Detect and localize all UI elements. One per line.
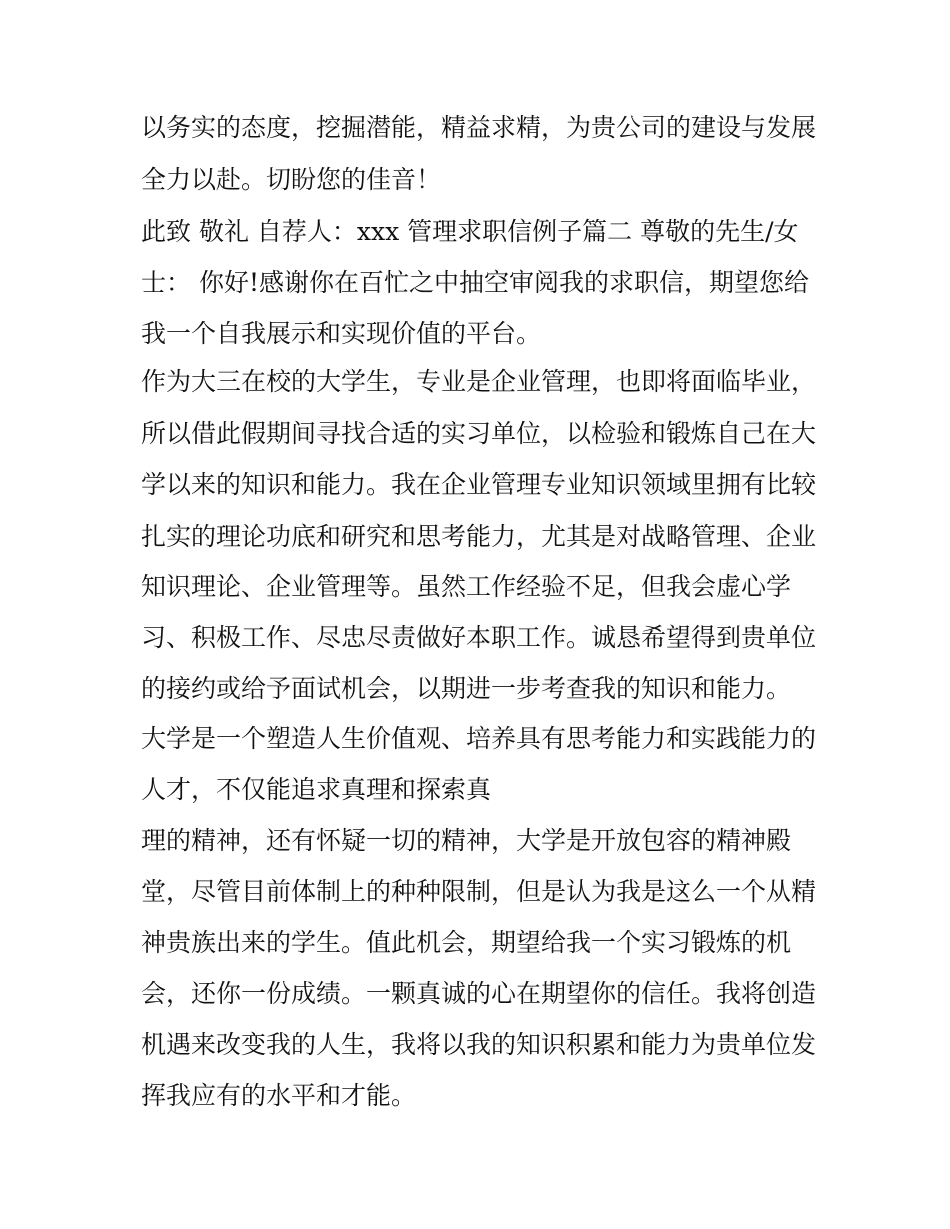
text-line: 堂，尽管目前体制上的种种限制，但是认为我是这么一个从精	[141, 877, 817, 906]
text-line: 扎实的理论功底和研究和思考能力，尤其是对战略管理、企业	[141, 522, 817, 551]
text-line: 理的精神，还有怀疑一切的精神，大学是开放包容的精神殿	[141, 826, 792, 855]
text-line: 所以借此假期间寻找合适的实习单位，以检验和锻炼自己在大	[141, 419, 817, 448]
text-line: 全力以赴。切盼您的佳音！	[141, 165, 442, 194]
text-line: 以务实的态度，挖掘潜能，精益求精，为贵公司的建设与发展	[141, 113, 817, 142]
text-line: 习、积极工作、尽忠尽责做好本职工作。诚恳希望得到贵单位	[141, 623, 817, 652]
text-line: 大学是一个塑造人生价值观、培养具有思考能力和实践能力的	[141, 724, 817, 753]
text-line: 会，还你一份成绩。一颗真诚的心在期望你的信任。我将创造	[141, 979, 817, 1008]
text-line: 士： 你好!感谢你在百忙之中抽空审阅我的求职信，期望您给	[141, 268, 809, 297]
text-line: 的接约或给予面试机会，以期进一步考查我的知识和能力。	[141, 674, 792, 703]
text-line: 我一个自我展示和实现价值的平台。	[141, 319, 542, 348]
text-line: 人才，不仅能追求真理和探索真	[141, 775, 492, 804]
text-line: 此致 敬礼 自荐人：xxx 管理求职信例子篇二 尊敬的先生/女	[141, 217, 799, 246]
text-line: 挥我应有的水平和才能。	[141, 1081, 417, 1110]
text-line: 机遇来改变我的人生，我将以我的知识积累和能力为贵单位发	[141, 1030, 817, 1059]
text-line: 神贵族出来的学生。值此机会，期望给我一个实习锻炼的机	[141, 928, 792, 957]
text-line: 作为大三在校的大学生，专业是企业管理，也即将面临毕业，	[141, 367, 817, 396]
text-line: 知识理论、企业管理等。虽然工作经验不足，但我会虚心学	[141, 572, 792, 601]
text-line: 学以来的知识和能力。我在企业管理专业知识领域里拥有比较	[141, 470, 817, 499]
